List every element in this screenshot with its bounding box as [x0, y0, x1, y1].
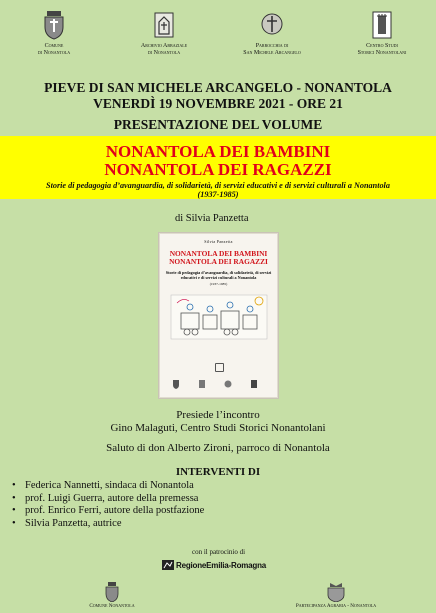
coat-of-arms-icon [104, 582, 120, 602]
logo-archivio: Archivio Abbaziale di Nonantola [114, 10, 214, 57]
book-cover-title2: NONANTOLA DEI RAGAZZI [169, 257, 268, 266]
crest-icon [198, 379, 206, 389]
book-cover-author: Silvia Panzetta [204, 239, 233, 244]
logo-comune: Comune di Nonantola [4, 10, 104, 57]
book-cover-subtitle: Storie di pedagogia d’avanguardia, di solidarietà, di servizi educativi e di servizi culturali a Nonantola [165, 270, 272, 280]
logo-parrocchia: Parrocchia di San Michele Arcangelo [222, 10, 322, 57]
region-logo [162, 560, 266, 570]
date-line: VENERDÌ 19 NOVEMBRE 2021 - ORE 21 [93, 96, 343, 111]
region-name: RegioneEmilia-Romagna [176, 560, 267, 570]
list-item: • prof. Luigi Guerra, autore della premessa [12, 493, 204, 506]
speakers-list [12, 480, 204, 530]
book-cover-years: (1937-1985) [209, 282, 228, 286]
footer-partecipanza-label: Partecipanza Agraria - Nonantola [295, 603, 377, 609]
book-years: (1937-1985) [197, 190, 239, 199]
book-cover-title1: NONANTOLA DEI BAMBINI [169, 249, 268, 258]
interventi-heading: INTERVENTI DI [175, 466, 261, 478]
patronage-label: con il patrocinio di [192, 548, 246, 556]
parish-emblem-icon [260, 10, 284, 40]
partecipanza-emblem-icon [325, 582, 347, 602]
footer-partecipanza [276, 582, 396, 609]
tower-emblem-icon [370, 10, 394, 40]
book-title-line1: NONANTOLA DEI BAMBINI [105, 142, 331, 161]
list-item: • prof. Enrico Ferri, autore della postfazione [12, 505, 204, 518]
footer-comune-label: Comune Nonantola [89, 603, 135, 609]
moderator-intro: Presiede l’incontro [176, 409, 260, 421]
greeting-line: Saluto di don Alberto Zironi, parroco di Nonantola [106, 442, 330, 454]
crest-icon [172, 379, 180, 389]
children-drawing-image [169, 293, 269, 341]
abbey-emblem-icon [152, 10, 176, 40]
book-logo-1 [167, 379, 185, 390]
book-logo-3 [219, 379, 237, 390]
list-item: • Silvia Panzetta, autrice [12, 518, 204, 531]
book-publisher-mark [215, 363, 224, 372]
presentation-line: PRESENTAZIONE DEL VOLUME [113, 117, 323, 132]
book-subtitle: Storie di pedagogia d’avanguardia, di solidarietà, di servizi educativi e di servizi culturali a Nonantola [46, 181, 390, 190]
moderator-name: Gino Malaguti, Centro Studi Storici Nonantolani [110, 422, 326, 434]
footer-comune [72, 582, 152, 609]
crest-icon [224, 379, 232, 389]
book-logo-4 [245, 379, 263, 390]
book-title-line2: NONANTOLA DEI RAGAZZI [104, 160, 332, 179]
book-logo-2 [193, 379, 211, 390]
list-item: • Federica Nannetti, sindaca di Nonantola [12, 480, 204, 493]
book-cover [158, 232, 279, 399]
region-emblem-icon [162, 560, 174, 570]
crest-icon [250, 379, 258, 389]
logo-centro-studi: Centro Studi Storici Nonantolani [332, 10, 432, 57]
venue-line: PIEVE DI SAN MICHELE ARCANGELO - NONANTOLA [44, 80, 392, 95]
author-line: di Silvia Panzetta [175, 213, 249, 224]
coat-of-arms-icon [42, 10, 66, 40]
